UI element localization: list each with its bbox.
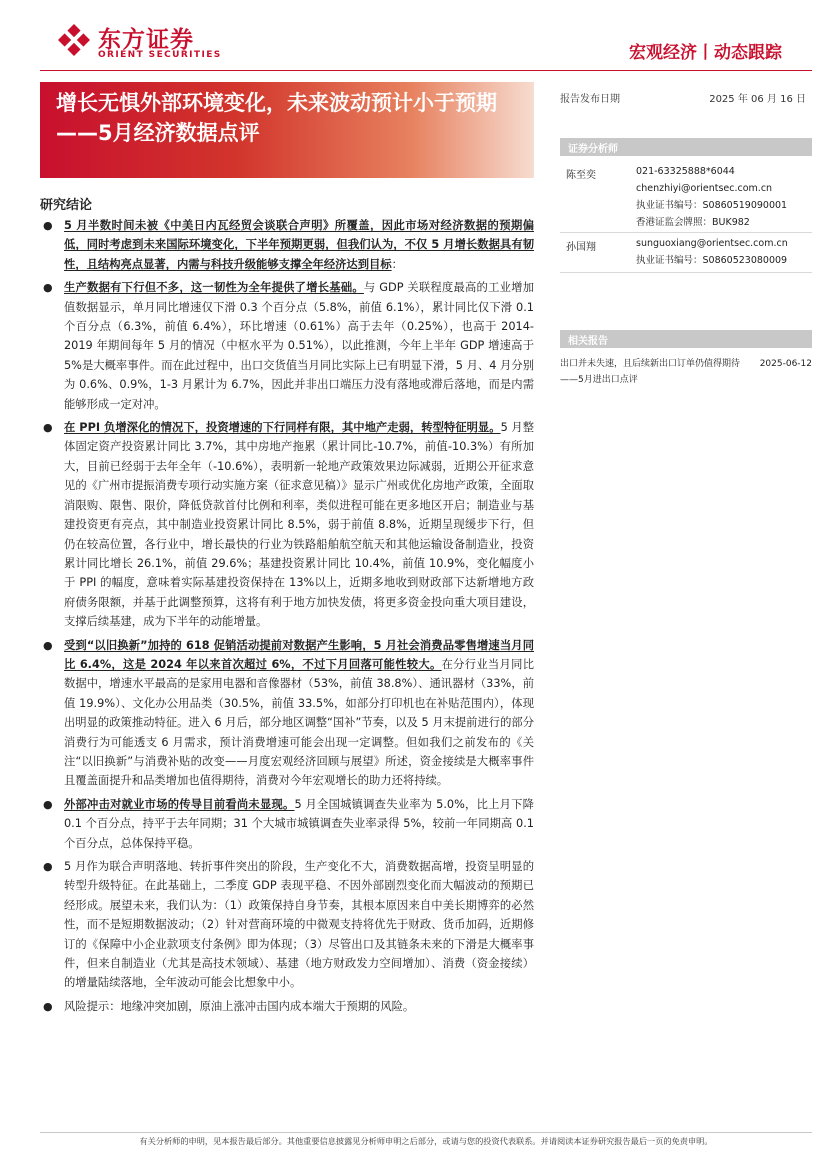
- analyst-info: [636, 235, 788, 269]
- analyst-email[interactable]: chenzhiyi@orientsec.com.cn: [636, 183, 773, 194]
- paragraph-text: 5 月全国城镇调查失业率为 5.0%，比上月下降 0.1 个百分点，持平于去年同期；31 个大城市城镇调查失业率录得 5%，较前一年同期高 0.1 个百分点，总体保持平稳。: [64, 797, 534, 850]
- risk-paragraph: [40, 997, 534, 1016]
- paragraph-highlight: 在 PPI 负增深化的情况下，投资增速的下行同样有限，其中地产走弱，转型特征明显。: [64, 421, 501, 435]
- analyst-phone: 021-63325888*6044: [636, 166, 735, 177]
- report-date-label: 报告发布日期: [560, 94, 620, 105]
- paragraph-highlight: 5 月半数时间未被《中美日内瓦经贸会谈联合声明》所覆盖，因此市场对经济数据的预期偏低，同时考虑到未来国际环境变化，下半年预期更弱，但我们认为，不仅 5 月增长数据具有韧性，且结构亮点显著，内需与科技升级能够支撑全年经济达到目标: [64, 219, 534, 271]
- paragraph-text: 5 月整体固定资产投资累计同比 3.7%，其中房地产拖累（累计同比-10.7%，前值-10.3%）有所加大，目前已经弱于去年全年（-10.6%），表明新一轮地产政策效果边际减弱，近期公开征求意见的《广州市提振消费专项行动实施方案（征求意见稿）》显示广州或优化房地产政策，全面取消限购、限售、限价，降低贷款首付比例和利率，类似进程可能在更多地区开启；制造业与基建投资更有亮点，其中制造业投资累计同比 8.5%，弱于前值 8.8%，近期呈现缓步下行，但仍在较高位置，各行业中，增长最快的行业为铁路船舶航空航天和其他运输设备制造业，投资累计同比增长 26.1%，前值 29.6%；基建投资累计同比 10.4%，前值 10.9%，变化幅度小于 PPI 的幅度，意味着实际基建投资保持在 13%以上，近期多地收到财政部下达新增地方政府债务限额，并基于此调整预算，这将有利于地方加快发债，将更多资金投向重大项目建设，支撑后续基建，成为下半年的动能增量。: [64, 421, 535, 629]
- related-report-date: 2025-06-12: [759, 359, 812, 369]
- analyst-email[interactable]: sunguoxiang@orientsec.com.cn: [636, 238, 788, 249]
- page-header: [0, 0, 826, 78]
- footer-disclaimer: 有关分析师的申明，见本报告最后部分。其他重要信息披露见分析师申明之后部分，或请与您的投资代表联系。并请阅读本证券研究报告最后一页的免责申明。: [139, 1136, 713, 1146]
- paragraph-text: ：: [391, 257, 403, 271]
- conclusion-body: [40, 216, 534, 1020]
- analyst-name: 陈至奕: [566, 170, 596, 181]
- conclusion-paragraph: [40, 857, 534, 993]
- paragraph-text: 风险提示：地缘冲突加剧，原油上涨冲击国内成本端大于预期的风险。: [64, 999, 415, 1013]
- orient-logo-icon: [56, 22, 92, 58]
- bullet-icon: ●: [43, 797, 53, 811]
- analyst-license: 执业证书编号：S0860519090001: [636, 200, 788, 211]
- conclusion-heading: 研究结论: [40, 198, 93, 213]
- analysts-section-title: 证券分析师: [568, 144, 618, 155]
- related-report-title[interactable]: 出口并未失速，且后续新出口订单仍值得期待——5月进出口点评: [560, 359, 741, 385]
- paragraph-highlight: 外部冲击对就业市场的传导目前看尚未显现。: [64, 797, 295, 811]
- analyst-info: [636, 163, 787, 231]
- header-divider: [40, 70, 812, 71]
- related-report-item[interactable]: [560, 356, 812, 388]
- analyst-hk-license: 香港证监会牌照：BUK982: [636, 217, 750, 228]
- bullet-icon: ●: [43, 421, 53, 435]
- conclusion-paragraph: [40, 216, 534, 274]
- title-banner: [40, 82, 534, 178]
- report-title: 增长无惧外部环境变化，未来波动预计小于预期——5月经济数据点评: [56, 91, 497, 145]
- analysts-section-bar: [560, 138, 812, 156]
- bullet-icon: ●: [43, 219, 53, 232]
- bullet-icon: ●: [43, 999, 53, 1013]
- footer-divider: [40, 1132, 812, 1133]
- paragraph-text: 与 GDP 关联程度最高的工业增加值数据显示，单月同比增速仅下滑 0.3 个百分点（5.8%，前值 6.1%），累计同比仅下滑 0.1 个百分点（6.3%，前值 6.4%），环比增速（0.61%）高于去年（0.25%），也高于 2014-2019 年期间每年 5 月的情况（中枢水平为 0.51%），以此推测，今年上半年 GDP 增速高于 5%是大概率事件。而在此过程中，出口交货值当月同比实际上已有明显下滑，5 月、4 月分别为 0.6%、0.9%，1-3 月累计为 6.7%，因此并非出口端压力没有落地或滞后落地，而是内需能够形成一定对冲。: [64, 281, 534, 411]
- paragraph-text: 在分行业当月同比数据中，增速水平最高的是家用电器和音像器材（53%，前值 38.8%）、通讯器材（33%，前值 19.9%）、文化办公用品类（30.5%，前值 33.5%，如部分打印机也在补贴范围内），体现出明显的政策推动特征。进入 6 月后，部分地区调整“国补”节奏，以及 5 月末提前进行的部分消费行为可能透支 6 月需求，预计消费增速可能会出现一定调整。但如我们之前发布的《关注“以旧换新”与消费补贴的改变——月度宏观经济回顾与展望》所述，资金接续是大概率事件且覆盖面提升和品类增加也值得期待，消费对今年宏观增长的助力还将持续。: [64, 657, 534, 788]
- analyst-divider: [560, 232, 812, 233]
- report-date: 2025 年 06 月 16 日: [709, 94, 806, 105]
- conclusion-paragraph: [40, 418, 534, 631]
- analyst-name: 孙国翔: [566, 242, 596, 253]
- related-section-title: 相关报告: [568, 336, 608, 347]
- paragraph-highlight: 受到“以旧换新”加持的 618 促销活动提前对数据产生影响，5 月社会消费品零售增速当月同比 6.4%，这是 2024 年以来首次超过 6%，不过下月回落可能性较大。: [64, 638, 534, 671]
- bullet-icon: ●: [43, 281, 53, 295]
- conclusion-paragraph: [40, 278, 534, 414]
- conclusion-paragraph: [40, 795, 534, 853]
- bullet-icon: ●: [43, 638, 53, 652]
- analyst-license: 执业证书编号：S0860523080009: [636, 255, 788, 266]
- analyst-divider: [560, 272, 812, 273]
- paragraph-text: 5 月作为联合声明落地、转折事件突出的阶段，生产变化不大，消费数据高增，投资呈明显的转型升级特征。在此基础上，二季度 GDP 表现平稳、不因外部剧烈变化而大幅波动的预期已经形成。展望未来，我们认为：（1）政策保持自身节奏，其根本原因来自中美长期博弈的必然性，而不是短期数据波动；（2）针对营商环境的中微观支持将优先于财政、货币加码，近期修订的《保障中小企业款项支付条例》即为体现；（3）尽管出口及其链条未来的下滑是大概率事件，但来自制造业（尤其是高技术领域）、基建（地方财政发力空间增加）、消费（资金接续）的增量陆续落地，全年波动可能会比想象中小。: [64, 860, 534, 990]
- report-category: 宏观经济丨动态跟踪: [629, 43, 782, 63]
- related-section-bar: [560, 330, 812, 348]
- conclusion-paragraph: [40, 636, 534, 791]
- bullet-icon: ●: [43, 860, 53, 873]
- paragraph-highlight: 生产数据有下行但不多，这一韧性为全年提供了增长基础。: [64, 281, 364, 295]
- logo-text-cn: 东方证券: [98, 27, 194, 53]
- logo-text-en: ORIENT SECURITIES: [98, 50, 222, 60]
